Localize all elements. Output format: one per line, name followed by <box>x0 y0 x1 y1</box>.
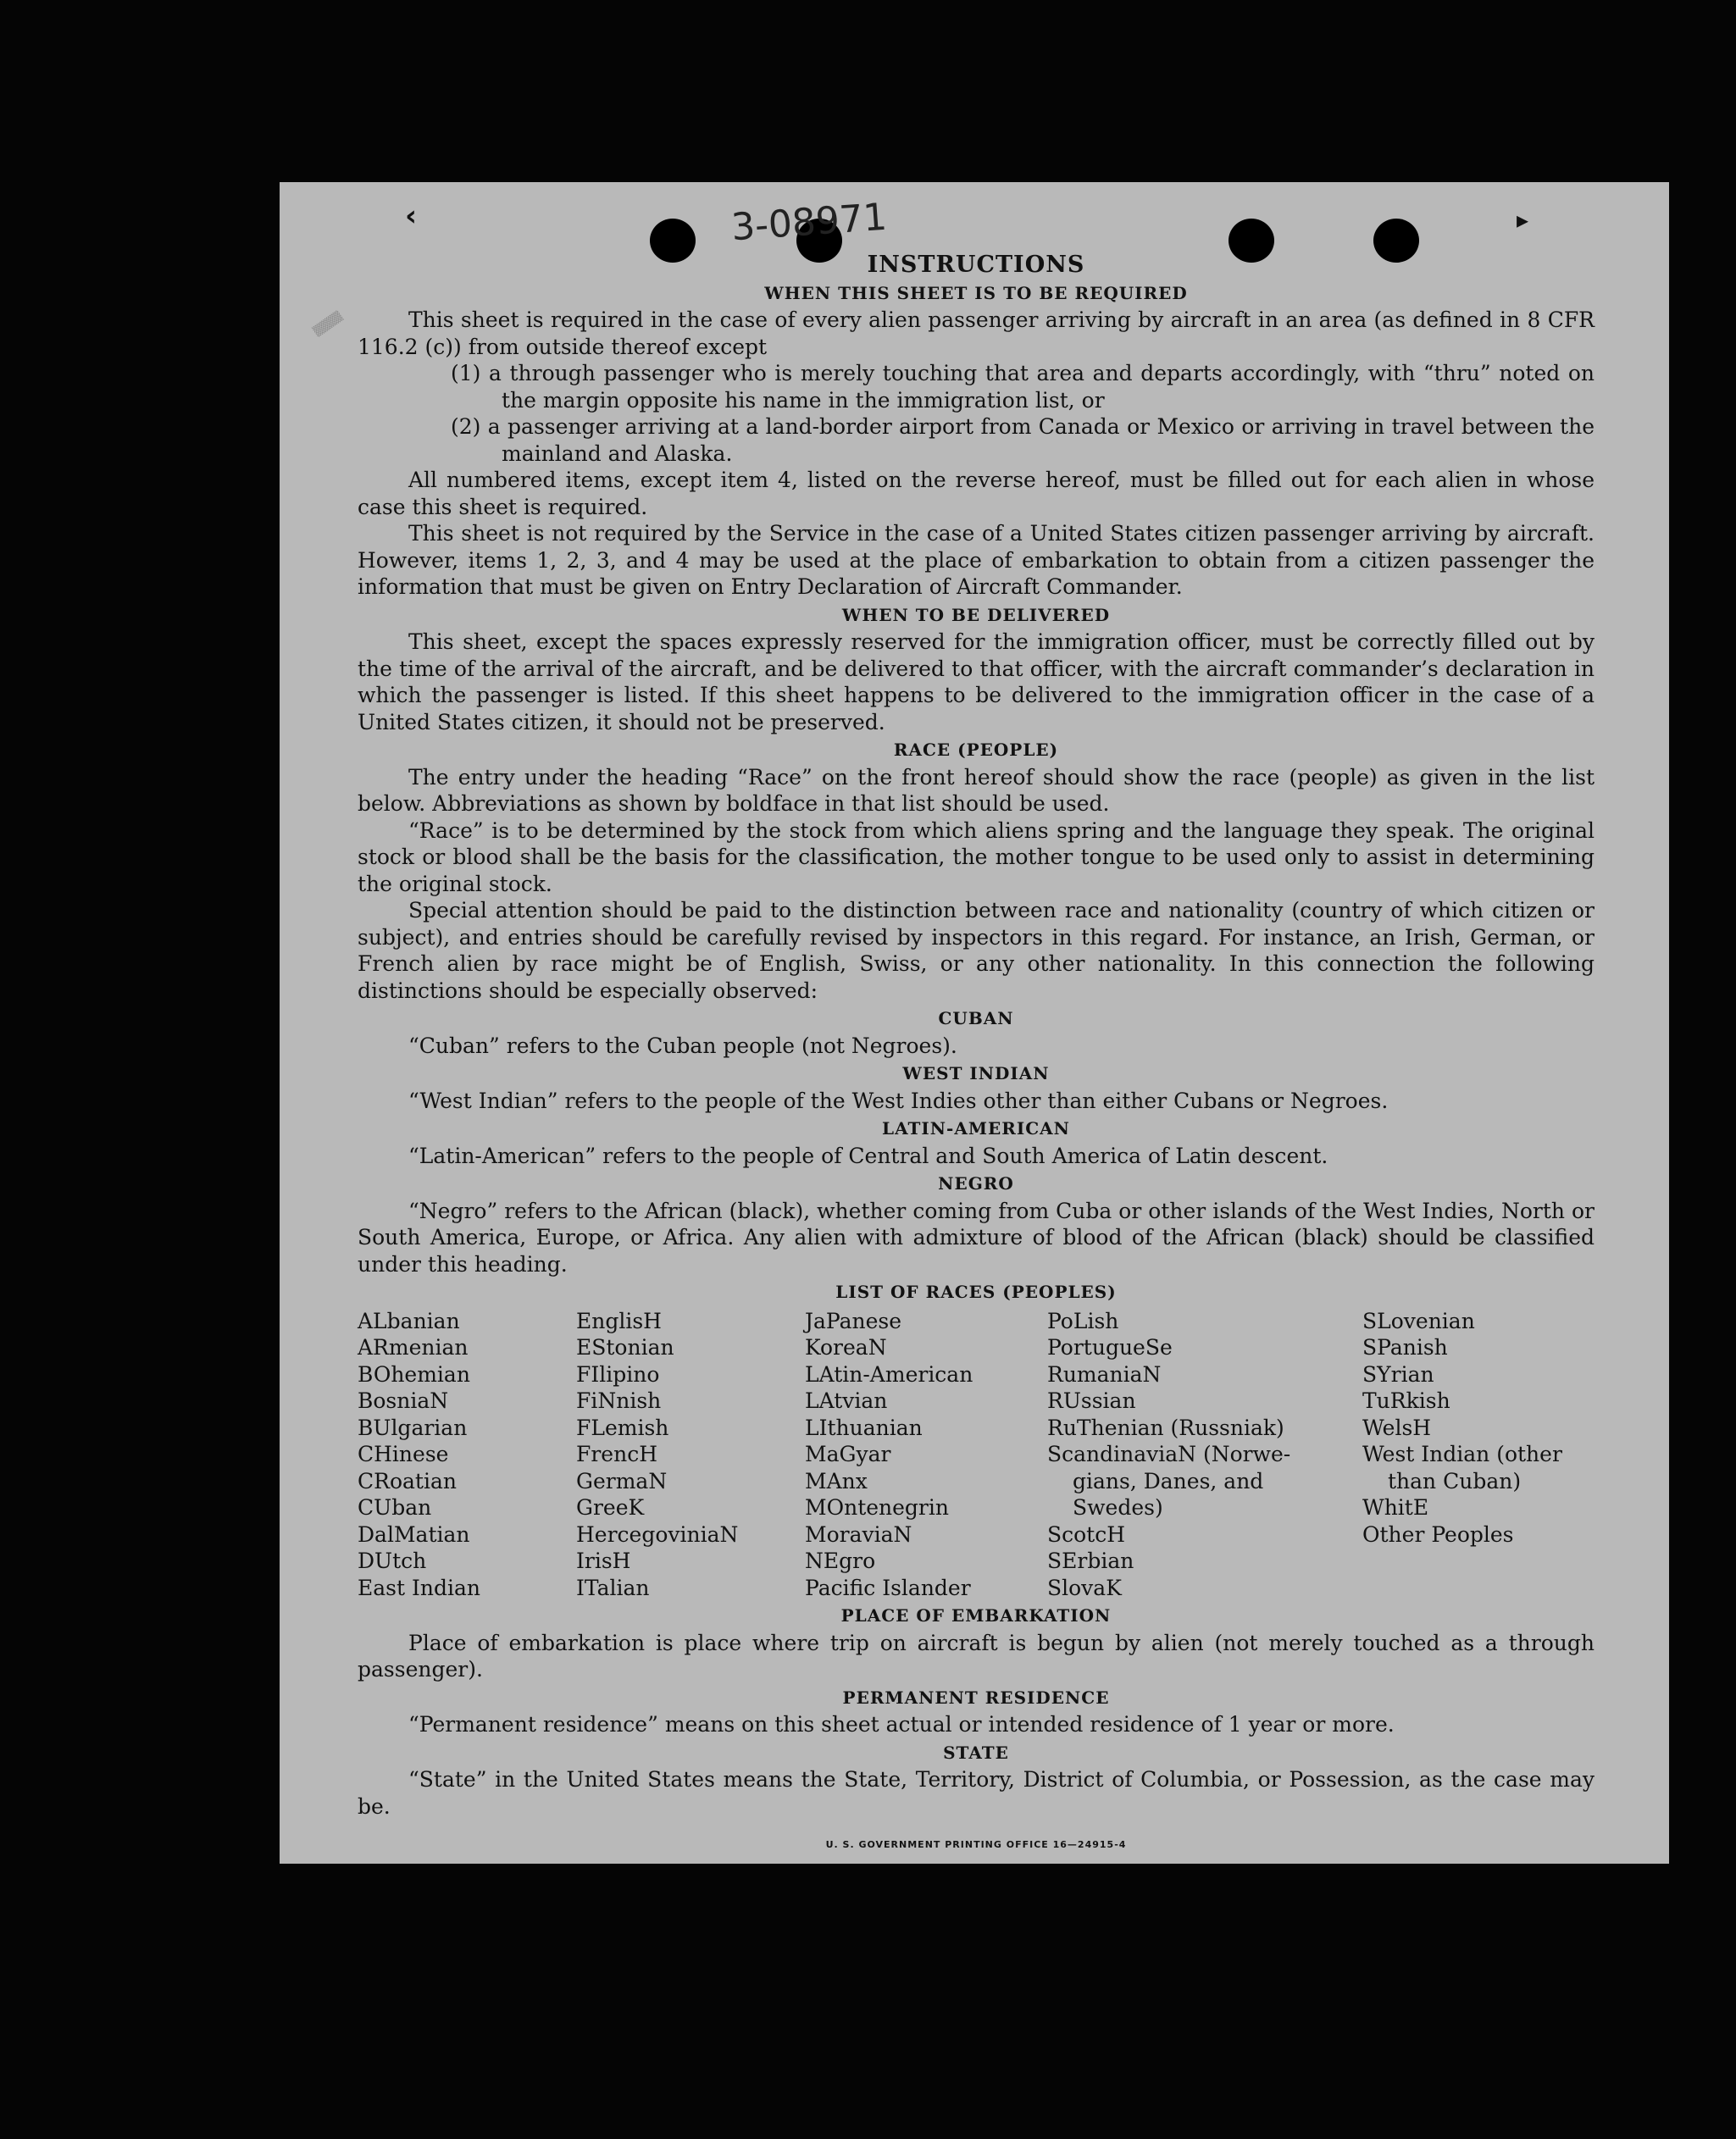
race-item: FrencH <box>576 1442 657 1466</box>
race-item: FLemish <box>576 1415 669 1440</box>
race-item: GermaN <box>576 1468 668 1493</box>
race-item: PortugueSe <box>1047 1335 1173 1360</box>
race-item: Other Peoples <box>1362 1521 1514 1547</box>
race-item: CRoatian <box>358 1468 457 1493</box>
race-item: FiNnish <box>576 1388 662 1413</box>
race-item: MaGyar <box>805 1442 891 1466</box>
race-item: ARmenian <box>358 1335 469 1360</box>
race-item: RuThenian (Russniak) <box>1047 1415 1284 1440</box>
latin-american-text: “Latin-American” refers to the people of Central and South America of Latin descent. <box>408 1143 1328 1168</box>
instructions-content <box>358 252 1595 1859</box>
race-item: MAnx <box>805 1468 868 1493</box>
race-item: RumaniaN <box>1047 1361 1162 1387</box>
heading-when-delivered: WHEN TO BE DELIVERED <box>841 604 1111 625</box>
race-item: RUssian <box>1047 1388 1136 1413</box>
heading-place-of-embarkation: PLACE OF EMBARKATION <box>840 1605 1112 1626</box>
heading-west-indian: WEST INDIAN <box>902 1063 1050 1083</box>
heading-race: RACE (PEOPLE) <box>893 740 1059 760</box>
heading-negro: NEGRO <box>938 1173 1014 1194</box>
race-item: WhitE <box>1362 1495 1429 1520</box>
west-indian-text: “West Indian” refers to the people of the West Indies other than either Cubans or Negroes. <box>408 1088 1389 1113</box>
race-paragraph-2: “Race” is to be determined by the stock from which aliens spring and the language they speak. The original stock or blood shall be the basis for the classification, the mother tongue to be used only to assist in determining the original stock. <box>358 817 1595 896</box>
race-item: MOntenegrin <box>805 1495 949 1520</box>
heading-cuban: CUBAN <box>938 1008 1014 1028</box>
state-text: “State” in the United States means the State, Territory, District of Columbia, or Possession, as the case may be. <box>358 1767 1595 1819</box>
race-item: NEgro <box>805 1549 876 1573</box>
race-item: SPanish <box>1362 1335 1448 1360</box>
heading-latin-american: LATIN-AMERICAN <box>882 1118 1070 1139</box>
printing-office-footer: U. S. GOVERNMENT PRINTING OFFICE 16—24915-4 <box>825 1839 1127 1850</box>
race-item: SLovenian <box>1362 1308 1475 1333</box>
race-item: HercegoviniaN <box>576 1521 739 1547</box>
race-item: CHinese <box>358 1442 449 1466</box>
instructions-title: INSTRUCTIONS <box>867 252 1085 278</box>
document-sheet <box>280 182 1669 1864</box>
race-list <box>358 1308 1595 1602</box>
race-item: CUban <box>358 1495 432 1520</box>
corner-mark: ‹ <box>405 199 418 233</box>
race-column-1 <box>358 1308 576 1602</box>
race-item: gians, Danes, and <box>1073 1468 1264 1493</box>
race-item: TuRkish <box>1362 1388 1450 1413</box>
permanent-residence-text: “Permanent residence” means on this sheet actual or intended residence of 1 year or more. <box>408 1712 1395 1737</box>
heading-state: STATE <box>943 1742 1009 1763</box>
race-item: ALbanian <box>358 1308 460 1333</box>
race-item: JaPanese <box>805 1308 902 1333</box>
race-item: East Indian <box>358 1575 480 1600</box>
race-item: ScandinaviaN (Norwe- <box>1047 1442 1291 1466</box>
race-item: ScotcH <box>1047 1521 1126 1547</box>
delivered-paragraph: This sheet, except the spaces expressly reserved for the immigration officer, must be correctly filled out by the time of the arrival of the aircraft, and be delivered to that officer, with the aircraft commander’s declaration in which the passenger is listed. If this sheet happens to be delivered to the immigration officer in the case of a United States citizen, it should not be preserved. <box>358 629 1595 734</box>
race-item: West Indian (other <box>1362 1442 1562 1466</box>
required-item-2: (2) a passenger arriving at a land-border airport from Canada or Mexico or arriving in travel between the mainland and Alaska. <box>451 414 1595 466</box>
heading-when-required: WHEN THIS SHEET IS TO BE REQUIRED <box>764 282 1188 303</box>
negro-text: “Negro” refers to the African (black), whether coming from Cuba or other islands of the West Indies, North or South America, Europe, or Africa. Any alien with admixture of blood of the African (black) should be classified under this heading. <box>358 1198 1595 1277</box>
race-item: BUlgarian <box>358 1415 468 1440</box>
race-item: MoraviaN <box>805 1521 912 1547</box>
race-item: SYrian <box>1362 1361 1434 1387</box>
handwritten-number: 3-08971 <box>729 195 889 250</box>
race-item: SErbian <box>1047 1549 1134 1573</box>
race-item: ITalian <box>576 1575 650 1600</box>
race-item: SlovaK <box>1047 1575 1122 1600</box>
race-item: IrisH <box>576 1549 631 1573</box>
corner-mark: ▸ <box>1517 206 1529 234</box>
race-item: FIlipino <box>576 1361 660 1387</box>
required-paragraph-2: All numbered items, except item 4, listed on the reverse hereof, must be filled out for each alien in whose case this sheet is required. <box>358 468 1595 519</box>
cuban-text: “Cuban” refers to the Cuban people (not Negroes). <box>408 1033 957 1058</box>
race-item: KoreaN <box>805 1335 887 1360</box>
race-column-5 <box>1362 1308 1591 1602</box>
race-item: BosniaN <box>358 1388 449 1413</box>
race-item: Pacific Islander <box>805 1575 971 1600</box>
required-intro: This sheet is required in the case of every alien passenger arriving by aircraft in an area (as defined in 8 CFR 116.2 (c)) from outside thereof except <box>358 308 1595 359</box>
race-item: LIthuanian <box>805 1415 923 1440</box>
race-column-3 <box>805 1308 1047 1602</box>
required-paragraph-3: This sheet is not required by the Service in the case of a United States citizen passenger arriving by aircraft. However, items 1, 2, 3, and 4 may be used at the place of embarkation to obtain from a citizen passenger the information that must be given on Entry Declaration of Aircraft Commander. <box>358 521 1595 599</box>
race-item: WelsH <box>1362 1415 1432 1440</box>
race-item: GreeK <box>576 1495 645 1520</box>
race-paragraph-1: The entry under the heading “Race” on the front hereof should show the race (people) as given in the list below. Abbreviations as shown by boldface in that list should be used. <box>358 764 1595 816</box>
race-item: than Cuban) <box>1388 1468 1522 1493</box>
race-item: PoLish <box>1047 1308 1119 1333</box>
race-item: DUtch <box>358 1549 427 1573</box>
race-item: BOhemian <box>358 1361 470 1387</box>
race-item: DalMatian <box>358 1521 470 1547</box>
race-column-4 <box>1047 1308 1362 1602</box>
race-item: EStonian <box>576 1335 674 1360</box>
heading-permanent-residence: PERMANENT RESIDENCE <box>842 1687 1110 1708</box>
race-paragraph-3: Special attention should be paid to the distinction between race and nationality (country of which citizen or subject), and entries should be carefully revised by inspectors in this regard. For instance, an Irish, German, or French alien by race might be of English, Swiss, or any other nationality. In this connection the following distinctions should be especially observed: <box>358 898 1595 1003</box>
heading-list-of-races: LIST OF RACES (PEOPLES) <box>835 1282 1117 1302</box>
race-item: LAtin-American <box>805 1361 973 1387</box>
race-column-2 <box>576 1308 805 1602</box>
faded-stamp: ▒▒▒▒ <box>311 309 345 338</box>
race-item: EnglisH <box>576 1308 662 1333</box>
race-item: Swedes) <box>1073 1495 1163 1520</box>
embarkation-text: Place of embarkation is place where trip on aircraft is begun by alien (not merely touched as a through passenger). <box>358 1630 1595 1682</box>
required-item-1: (1) a through passenger who is merely touching that area and departs accordingly, with “thru” noted on the margin opposite his name in the immigration list, or <box>451 361 1595 413</box>
race-item: LAtvian <box>805 1388 888 1413</box>
